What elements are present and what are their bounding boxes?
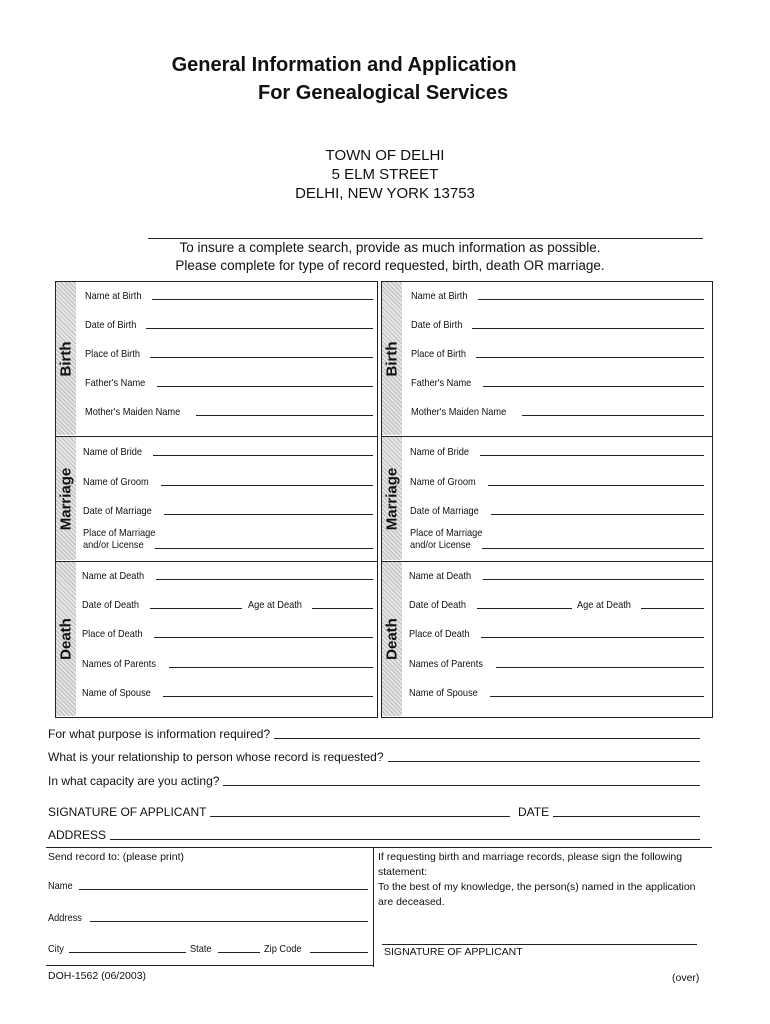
intro-rule	[148, 238, 703, 239]
field-label: Date of Birth	[85, 319, 137, 331]
send-zip-field[interactable]	[264, 943, 368, 955]
send-name-field[interactable]	[48, 880, 368, 892]
field-label: Name of Spouse	[82, 687, 151, 699]
address-field[interactable]	[48, 828, 700, 842]
signature-label: SIGNATURE OF APPLICANT	[48, 805, 207, 819]
marriage-date-field[interactable]	[410, 505, 704, 517]
field-label: and/or License	[83, 539, 144, 551]
field-label: Names of Parents	[82, 658, 156, 670]
bottom-box-top-rule	[46, 847, 712, 848]
intro-line-2: Please complete for type of record requested, birth, death OR marriage.	[175, 258, 605, 273]
form-number: DOH-1562 (06/2003)	[48, 970, 147, 982]
field-label: Name of Groom	[83, 476, 149, 488]
birth-father-field[interactable]	[85, 377, 373, 389]
groom-field[interactable]	[83, 476, 373, 488]
field-label: Date of Marriage	[410, 505, 479, 517]
field-label: Names of Parents	[409, 658, 483, 670]
send-city-field[interactable]	[48, 943, 186, 955]
field-label: Place of Marriage	[83, 527, 156, 539]
send-address-field[interactable]	[48, 912, 368, 924]
death-date-field[interactable]	[409, 599, 572, 611]
marriage-place-label	[83, 527, 373, 539]
field-label: Age at Death	[248, 599, 302, 611]
field-label: Name of Bride	[83, 446, 143, 458]
capacity-label: In what capacity are you acting?	[48, 774, 220, 788]
birth-place-field[interactable]	[85, 348, 373, 360]
birth-label: Birth	[57, 341, 75, 376]
marriage-license-field[interactable]	[410, 539, 704, 551]
field-label: Name of Groom	[410, 476, 476, 488]
field-label: Date of Death	[409, 599, 467, 611]
marriage-place-label	[410, 527, 704, 539]
date-field[interactable]	[518, 805, 700, 819]
field-label: Father's Name	[85, 377, 146, 389]
death-date-field[interactable]	[82, 599, 242, 611]
marriage-label: Marriage	[57, 467, 75, 530]
field-label: Name	[48, 880, 73, 892]
marriage-date-field[interactable]	[83, 505, 373, 517]
over-note: (over)	[672, 972, 700, 984]
purpose-label: For what purpose is information required?	[48, 727, 271, 741]
birth-name-field[interactable]	[85, 290, 373, 302]
death-age-field[interactable]	[248, 599, 373, 611]
birth-date-field[interactable]	[411, 319, 704, 331]
send-record-heading: Send record to: (please print)	[48, 851, 184, 863]
death-label: Death	[57, 618, 75, 660]
purpose-field[interactable]	[48, 727, 700, 741]
statement-signature-line[interactable]	[382, 944, 697, 945]
spouse-field[interactable]	[82, 687, 373, 699]
field-label: Address	[48, 912, 82, 924]
field-label: Father's Name	[411, 377, 472, 389]
birth-mother-field[interactable]	[411, 406, 704, 418]
death-band-left	[56, 562, 76, 716]
field-label: Place of Birth	[411, 348, 466, 360]
birth-mother-field[interactable]	[85, 406, 373, 418]
birth-father-field[interactable]	[411, 377, 704, 389]
field-label: Name of Bride	[410, 446, 470, 458]
date-label: DATE	[518, 805, 550, 819]
title-line-2: For Genealogical Services	[258, 82, 509, 104]
field-label: Date of Birth	[411, 319, 463, 331]
capacity-field[interactable]	[48, 774, 700, 788]
send-box-bottom-rule	[46, 965, 373, 966]
birth-band-left	[56, 282, 76, 435]
field-label: Date of Death	[82, 599, 140, 611]
spouse-field[interactable]	[409, 687, 704, 699]
death-age-field[interactable]	[577, 599, 704, 611]
field-label: Place of Birth	[85, 348, 140, 360]
address-label: ADDRESS	[48, 828, 107, 842]
statement-signature-label: SIGNATURE OF APPLICANT	[384, 946, 523, 958]
marriage-license-field[interactable]	[83, 539, 373, 551]
birth-name-field[interactable]	[411, 290, 704, 302]
statement-intro: If requesting birth and marriage records, please sign the following statement:	[378, 851, 683, 878]
parents-field[interactable]	[409, 658, 704, 670]
death-place-field[interactable]	[409, 628, 704, 640]
intro-line-1: To insure a complete search, provide as much information as possible.	[179, 240, 601, 255]
field-label: Name at Death	[82, 570, 145, 582]
field-label: Zip Code	[264, 943, 302, 955]
field-label: State	[190, 943, 212, 955]
field-label: and/or License	[410, 539, 471, 551]
death-label: Death	[383, 618, 401, 660]
field-label: Name at Birth	[85, 290, 142, 302]
field-label: Place of Death	[82, 628, 143, 640]
death-name-field[interactable]	[409, 570, 704, 582]
field-label: Place of Death	[409, 628, 470, 640]
send-state-field[interactable]	[190, 943, 260, 955]
groom-field[interactable]	[410, 476, 704, 488]
birth-place-field[interactable]	[411, 348, 704, 360]
field-label: Mother's Maiden Name	[411, 406, 507, 418]
bottom-box-divider	[373, 847, 374, 967]
town-name: TOWN OF DELHI	[325, 147, 445, 164]
bride-field[interactable]	[83, 446, 373, 458]
field-label: Place of Marriage	[410, 527, 483, 539]
relationship-label: What is your relationship to person whose record is requested?	[48, 750, 384, 764]
marriage-label: Marriage	[383, 467, 401, 530]
field-label: Name at Death	[409, 570, 472, 582]
death-name-field[interactable]	[82, 570, 373, 582]
field-label: City	[48, 943, 64, 955]
field-label: Date of Marriage	[83, 505, 152, 517]
death-place-field[interactable]	[82, 628, 373, 640]
birth-date-field[interactable]	[85, 319, 373, 331]
title-line-1: General Information and Application	[171, 54, 517, 76]
field-label: Name of Spouse	[409, 687, 478, 699]
birth-band-right	[382, 282, 402, 435]
city-address: DELHI, NEW YORK 13753	[295, 185, 475, 202]
field-label: Age at Death	[577, 599, 631, 611]
statement-text: To the best of my knowledge, the person(s) named in the application are deceased.	[378, 881, 696, 908]
relationship-field[interactable]	[48, 750, 700, 764]
bride-field[interactable]	[410, 446, 704, 458]
street-address: 5 ELM STREET	[331, 166, 439, 183]
birth-label: Birth	[383, 341, 401, 376]
death-band-right	[382, 562, 402, 716]
applicant-signature-field[interactable]	[48, 805, 510, 819]
parents-field[interactable]	[82, 658, 373, 670]
field-label: Name at Birth	[411, 290, 468, 302]
marriage-band-left	[56, 437, 76, 560]
field-label: Mother's Maiden Name	[85, 406, 181, 418]
marriage-band-right	[382, 437, 402, 560]
